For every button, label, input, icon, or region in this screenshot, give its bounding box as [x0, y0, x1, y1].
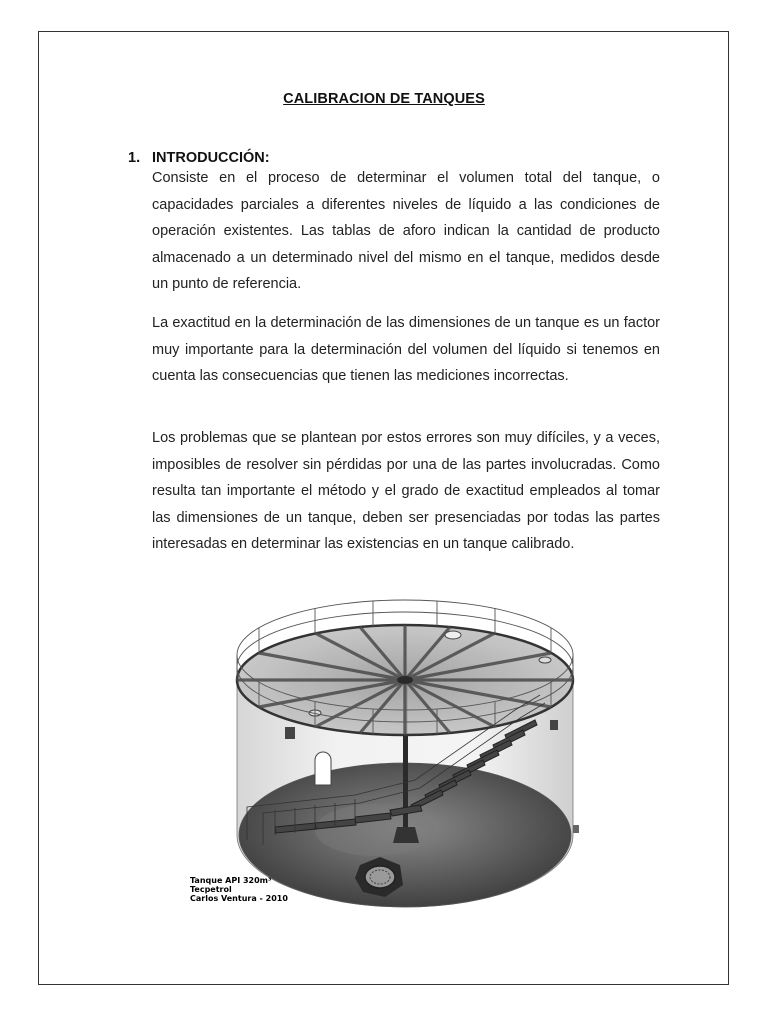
- paragraph-2: La exactitud en la determinación de las dimensiones de un tanque es un factor muy importante para la determinación del volumen del líquido si tenemos en cuenta las consecuencias que tienen las mediciones incorrectas.: [152, 315, 660, 385]
- caption-line: Carlos Ventura - 2010: [190, 894, 288, 903]
- section-heading: [128, 150, 270, 166]
- figure-caption: [190, 876, 288, 903]
- caption-line: Tecpetrol: [190, 885, 232, 894]
- paragraph-1: Consiste en el proceso de determinar el volumen total del tanque, o capacidades parciales a diferentes niveles de líquido a las condiciones de operación existentes. Las tablas de aforo indican la cantidad de producto almacenado a un determinado nivel del mismo en el tanque, medidos desde un punto de referencia.: [152, 170, 660, 293]
- paragraph-3: Los problemas que se plantean por estos errores son muy difíciles, y a veces, imposibles de resolver sin pérdidas por una de las partes involucradas. Como resulta tan importante el método y el grado de exactitud empleados al tomar las dimensiones de un tanque, deben ser presenciadas por todas las partes interesadas en determinar las existencias en un tanque calibrado.: [152, 430, 660, 553]
- section-title: INTRODUCCIÓN:: [152, 150, 270, 166]
- document-title: CALIBRACION DE TANQUES: [283, 91, 485, 107]
- door: [315, 752, 331, 785]
- tank-illustration: [175, 595, 605, 915]
- section-number: 1.: [128, 150, 141, 166]
- caption-line: Tanque API 320m³: [190, 876, 272, 885]
